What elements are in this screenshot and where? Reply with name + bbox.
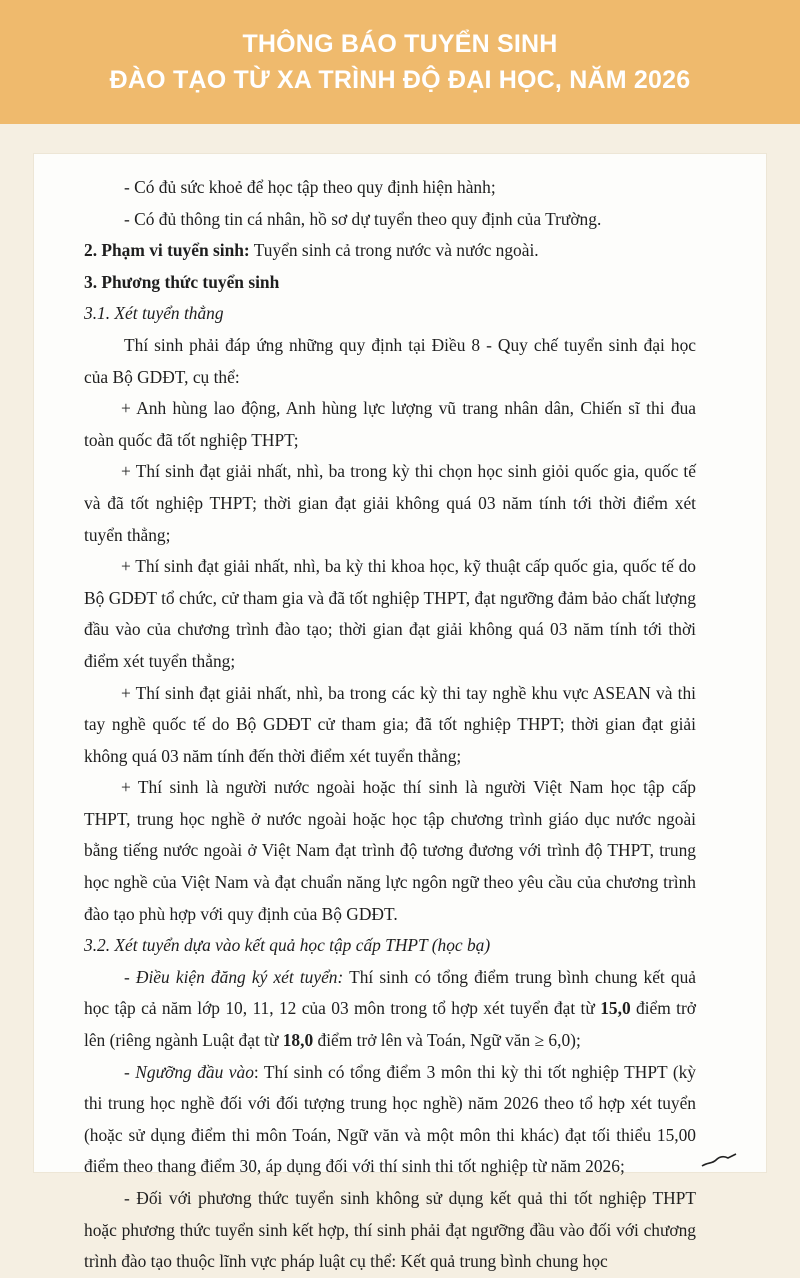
signature-mark bbox=[700, 1150, 740, 1170]
condition-label: - Điều kiện đăng ký xét tuyển: bbox=[124, 966, 344, 987]
bullet-info: - Có đủ thông tin cá nhân, hồ sơ dự tuyển theo quy định của Trường. bbox=[124, 208, 602, 229]
bullet-health: - Có đủ sức khoẻ để học tập theo quy định hiện hành; bbox=[124, 177, 496, 197]
condition-text-b: điểm trở lên (riêng ngành Luật đạt từ bbox=[84, 998, 696, 1051]
section-3-1-intro: Thí sinh phải đáp ứng những quy định tại Điều 8 - Quy chế tuyển sinh đại học của Bộ GDĐT, cụ thể: bbox=[84, 334, 696, 387]
banner-title-line-1: THÔNG BÁO TUYỂN SINH bbox=[242, 30, 558, 58]
section-3-title: 3. Phương thức tuyển sinh bbox=[84, 271, 280, 292]
section-3-2-title: 3.2. Xét tuyển dựa vào kết quả học tập cấp THPT (học bạ) bbox=[84, 935, 491, 956]
condition-text-c: điểm trở lên và Toán, Ngữ văn ≥ 6,0); bbox=[313, 1030, 581, 1051]
section-3-2-other: - Đối với phương thức tuyển sinh không sử dụng kết quả thi tốt nghiệp THPT hoặc phương thức tuyển sinh kết hợp, thí sinh phải đạt ngưỡng đầu vào đối với chương trình đào tạo thuộc lĩnh vực pháp luật cụ thể: Kết quả trung bình chung học bbox=[84, 1188, 696, 1272]
section-3-1-item-2: + Thí sinh đạt giải nhất, nhì, ba trong kỳ thi chọn học sinh giỏi quốc gia, quốc tế và đã tốt nghiệp THPT; thời gian đạt giải không quá 03 năm tính tới thời điểm xét tuyển thẳng; bbox=[84, 461, 696, 545]
section-3-2-condition bbox=[84, 962, 696, 1057]
section-3-2-threshold bbox=[84, 1057, 696, 1183]
condition-score-2: 18,0 bbox=[282, 1030, 314, 1051]
banner-title-line-2: ĐÀO TẠO TỪ XA TRÌNH ĐỘ ĐẠI HỌC, NĂM 2026 bbox=[109, 66, 691, 94]
section-2-title: 2. Phạm vi tuyển sinh: bbox=[84, 240, 250, 261]
section-3-1-item-4: + Thí sinh đạt giải nhất, nhì, ba trong các kỳ thi tay nghề khu vực ASEAN và thi tay nghề quốc tế do Bộ GDĐT cử tham gia; đã tốt nghiệp THPT; thời gian đạt giải không quá 03 năm tính đến thời điểm xét tuyển thẳng; bbox=[84, 682, 696, 766]
threshold-text: : Thí sinh có tổng điểm 3 môn thi kỳ thi tốt nghiệp THPT (kỳ thi trung học nghề đối với đối tượng trung học nghề) năm 2026 theo tổ hợp xét tuyển (hoặc sử dụng điểm thi môn Toán, Ngữ văn và một môn thi khác) đạt tối thiểu 15,00 điểm theo thang điểm 30, áp dụng đối với thí sinh thi tốt nghiệp từ năm 2026; bbox=[84, 1061, 696, 1177]
section-3-1-title: 3.1. Xét tuyển thẳng bbox=[84, 303, 224, 324]
section-2-text: Tuyển sinh cả trong nước và nước ngoài. bbox=[249, 240, 539, 261]
header-banner bbox=[0, 0, 800, 124]
section-3-1-item-5: + Thí sinh là người nước ngoài hoặc thí sinh là người Việt Nam học tập cấp THPT, trung học nghề ở nước ngoài hoặc học tập chương trình giáo dục nước ngoài bằng tiếng nước ngoài ở Việt Nam đạt trình độ tương đương với trình độ THPT, trung học nghề của Việt Nam và đạt chuẩn năng lực ngôn ngữ theo yêu cầu của chương trình đào tạo phù hợp với quy định của Bộ GDĐT. bbox=[84, 777, 696, 924]
section-3-1-item-3: + Thí sinh đạt giải nhất, nhì, ba kỳ thi khoa học, kỹ thuật cấp quốc gia, quốc tế do Bộ GDĐT tổ chức, cử tham gia và đã tốt nghiệp THPT, đạt ngưỡng đảm bảo chất lượng đầu vào của chương trình đào tạo; thời gian đạt giải không quá 03 năm tính tới thời điểm xét tuyển thẳng; bbox=[84, 556, 696, 671]
threshold-label: - Ngưỡng đầu vào bbox=[124, 1061, 254, 1082]
condition-text-a: Thí sinh có tổng điểm trung bình chung kết quả học tập cả năm lớp 10, 11, 12 của 03 môn trong tổ hợp xét tuyển đạt từ bbox=[84, 966, 696, 1019]
document-content bbox=[84, 172, 696, 1278]
condition-score-1: 15,0 bbox=[600, 998, 631, 1019]
section-3-1-item-1: + Anh hùng lao động, Anh hùng lực lượng vũ trang nhân dân, Chiến sĩ thi đua toàn quốc đã tốt nghiệp THPT; bbox=[84, 398, 696, 450]
section-2 bbox=[84, 235, 696, 267]
